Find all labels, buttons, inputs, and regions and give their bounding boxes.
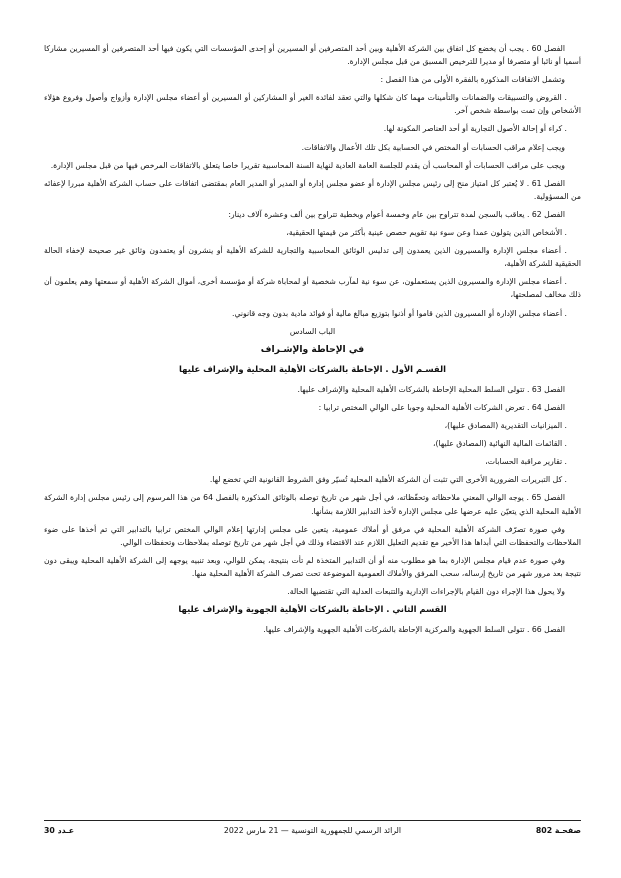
paragraph: ويجب إعلام مراقب الحسابات أو المختص في الحسابية بكل تلك الأعمال والاتفاقات.: [301, 142, 565, 152]
page-footer: [44, 826, 581, 840]
paragraph: الفصل 66 . تتولى السلط الجهوية والمركزية الإحاطة بالشركات الأهلية الجهوية والإشراف عليها.: [263, 625, 565, 635]
paragraph: ولا يحول هذا الإجراء دون القيام بالإجراءات الإدارية والتتبعات العدلية التي تقتضيها الحالة.: [287, 587, 565, 596]
paragraph: الفصل 65 . يوجه الوالي المعني ملاحظاته وتحفّظاته، في أجل شهر من تاريخ توصله بالوثائق المذكورة بالفصل 64 من هذا المرسوم إلى رئيس مجلس إدارة الشركة الأهلية المحلية الذي يتعيّن عليه عرضها على مجلس الإدارة لأخذ التدابير اللازمة بشأنها.: [44, 493, 581, 516]
paragraph: . القروض والتسبيقات والضمانات والتأمينات مهما كان شكلها والتي تعقد لفائدة الغير أو المشاركين أو المسيرين أو أعضاء مجلس الإدارة وأزواج وأصول وفروع هؤلاء الأشخاص وإن تمت بواسطة شخص آخر.: [44, 93, 581, 116]
paragraph: الفصل 64 . تعرض الشركات الأهلية المحلية وجوبا على الوالي المختص ترابيا :: [318, 402, 565, 412]
paragraph: . القائمات المالية النهائية (المصادق عليها)،: [433, 439, 567, 449]
paragraph: . الأشخاص الذين يتولون عمدا وعن سوء نية تقويم حصص عينية بأكثر من قيمتها الحقيقية،: [286, 228, 567, 238]
paragraph: الفصل 60 . يجب أن يخضع كل اتفاق بين الشركة الأهلية وبين أحد المتصرفين أو المسيرين أو إحدى المؤسسات التي يكون فيها أحد المتصرفين أو المسيرين مشاركا أسميا أو نائبا أو متصرفا أو مديرا للترخيص المسبق من قبل مجلس الإدارة.: [44, 44, 581, 67]
page-number: صفحـة 802: [535, 826, 581, 835]
paragraph: وفي صورة تصرّف الشركة الأهلية المحلية في مرفق أو أملاك عمومية، يتعين على مجلس إدارتها إعلام الوالي المختص ترابيا بالتدابير التي تم أخذها على ضوء الملاحظات والتحفظات التي أبداها هذا الأخير مع تقديم التعليل اللازم عند الاقتضاء وذلك في أجل شهر من تاريخ توصله بملاحظات وتحفظات الوالي.: [44, 524, 581, 547]
paragraph: . أعضاء مجلس الإدارة أو المسيرون الذين قاموا أو أذنوا بتوزيع مبالغ مالية أو فوائد مادية بدون وجه قانوني.: [232, 308, 567, 318]
paragraph: الفصل 62 . يعاقب بالسجن لمدة تتراوح بين عام وخمسة أعوام وبخطية تتراوح بين ألف وعشرة آلاف دينار:: [228, 209, 565, 219]
paragraph: . تقارير مراقبة الحسابات،: [485, 457, 567, 467]
section-heading: القسـم الأول . الإحاطة بالشركات الأهلية المحلية والإشراف عليها: [179, 363, 446, 374]
paragraph: . كل التبريرات الضرورية الأخرى التي تثبت أن الشركة الأهلية المحلية تُسيّر وفق الشروط القانونية التي تخضع لها.: [209, 475, 567, 485]
document-body: [44, 42, 581, 641]
paragraph: . أعضاء مجلس الإدارة والمسيرون الذين يعمدون إلى تدليس الوثائق المحاسبية والتجارية للشركة الأهلية أو ينشرون أو يعتمدون وثائق غير صحيحة لإخفاء الحالة الحقيقية للشركة الأهلية،: [44, 246, 581, 269]
issue-number: عـدد 30: [44, 826, 75, 835]
paragraph: . الميزانيات التقديرية (المصادق عليها)،: [444, 421, 567, 431]
paragraph: ويجب على مراقب الحسابات أو المحاسب أن يقدم للجلسة العامة العادية لنهاية السنة المحاسبية تقريرا خاصا يتعلق بالاتفاقات المرخص فيها من قبل مجلس الإدارة.: [50, 160, 565, 170]
footer-divider: [44, 820, 581, 821]
paragraph: . أعضاء مجلس الإدارة والمسيرون الذين يستعملون، عن سوء نية لمآرب شخصية أو لمحاباة شركة أو مؤسسة أخرى، أموال الشركة الأهلية أو سمعتها وهم يعلمون أن ذلك مخالف لمصلحتها،: [44, 277, 581, 300]
section-heading: الباب السادس: [289, 326, 336, 336]
section-heading: في الإحاطة والإشـراف: [260, 343, 365, 355]
paragraph: الفصل 61 . لا يُعتبر كل امتياز منح إلى رئيس مجلس الإدارة أو عضو مجلس إدارة أو المدير أو المدير العام بمقتضى اتفاقات على حساب الشركة الأهلية مبررا لإعفائه من المسؤولية.: [44, 178, 581, 201]
paragraph: الفصل 63 . تتولى السلط المحلية الإحاطة بالشركات الأهلية المحلية والإشراف عليها.: [297, 384, 565, 394]
paragraph: . كراء أو إحالة الأصول التجارية أو أحد العناصر المكونة لها.: [383, 124, 567, 134]
journal-title-date: الرائد الرسمي للجمهورية التونسية — 21 مارس 2022: [223, 826, 402, 835]
paragraph: وتشمل الاتفاقات المذكورة بالفقرة الأولى من هذا الفصل :: [380, 75, 565, 85]
paragraph: وفي صورة عدم قيام مجلس الإدارة بما هو مطلوب منه أو أن التدابير المتخذة لم تأت بنتيجة، يمكن للوالي، وبعد تنبيه يوجهه إلى الشركة الأهلية المحلية ويبقى دون نتيجة بعد مرور شهر من تاريخ إرساله، سحب المرفق والأملاك العمومية الموضوعة تحت تصرف الشركة الأهلية المحلية منها.: [44, 555, 581, 578]
section-heading: القسم الثاني . الإحاطة بالشركات الأهلية الجهوية والإشراف عليها: [178, 604, 447, 615]
